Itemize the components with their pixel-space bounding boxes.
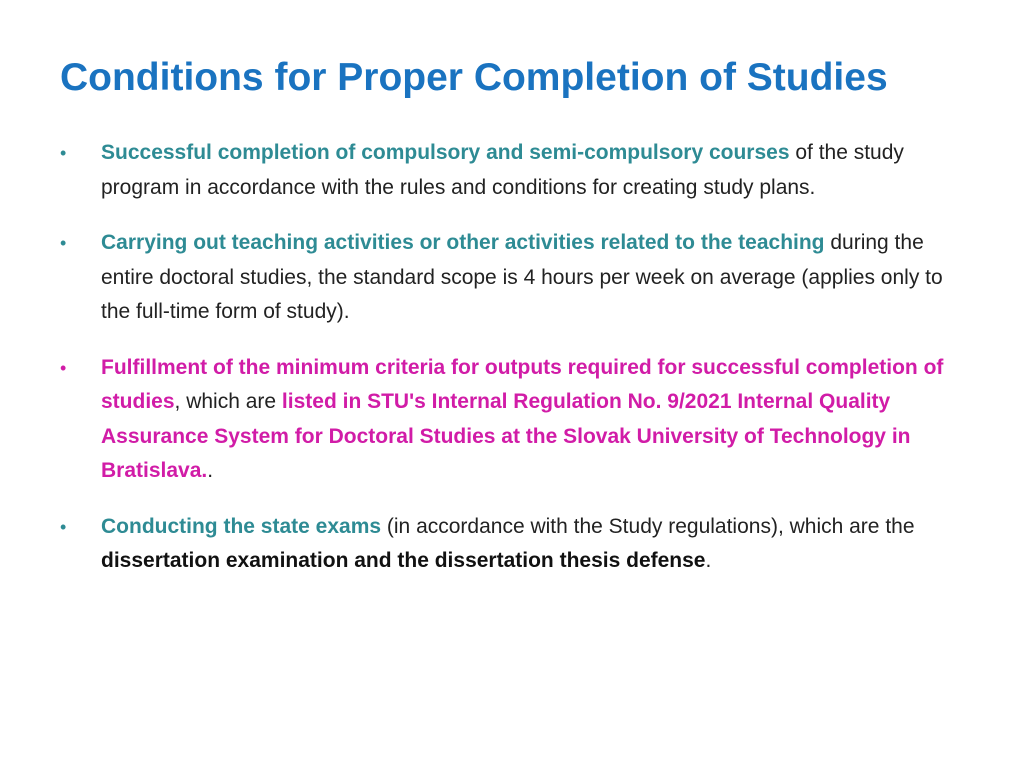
bullet-dot-icon: •: [60, 233, 67, 253]
bullet-text: , which are: [174, 390, 282, 413]
bullet-text-end: .: [705, 549, 712, 572]
bullet-item-criteria: [60, 351, 960, 489]
regulation-reference: listed in STU's Internal Regulation No. 9/2021 Internal Quality Assurance System for Doctoral Studies at the Slovak University of Technology in Bratislava.: [101, 390, 911, 482]
bullet-highlight: Fulfillment of the minimum criteria for outputs required for successful completion of studies: [101, 355, 944, 413]
bullet-highlight: Successful completion of compulsory and semi-compulsory courses: [101, 141, 790, 164]
bullet-text: (in accordance with the Study regulations), which are the: [381, 514, 915, 538]
bullet-item-teaching: [60, 226, 960, 330]
bullet-item-courses: [60, 136, 960, 205]
bullet-list: [60, 136, 960, 579]
bullet-highlight: Carrying out teaching activities or other activities related to the teaching: [101, 231, 825, 254]
bullet-dot-icon: •: [60, 357, 67, 378]
bullet-text: during the entire doctoral studies, the standard scope is 4 hours per week on average (applies only to the full-time form of study).: [101, 231, 943, 323]
exam-types: dissertation examination and the dissertation thesis defense: [101, 549, 706, 572]
bullet-text: of the study program in accordance with the rules and conditions for creating study plans.: [101, 141, 904, 199]
bullet-highlight: Conducting the state exams: [101, 514, 382, 538]
bullet-text-end: .: [207, 459, 214, 482]
bullet-dot-icon: •: [60, 516, 67, 537]
bullet-dot-icon: •: [60, 143, 67, 163]
bullet-item-state-exams: [60, 510, 960, 579]
slide-title: Conditions for Proper Completion of Studies: [60, 56, 888, 99]
